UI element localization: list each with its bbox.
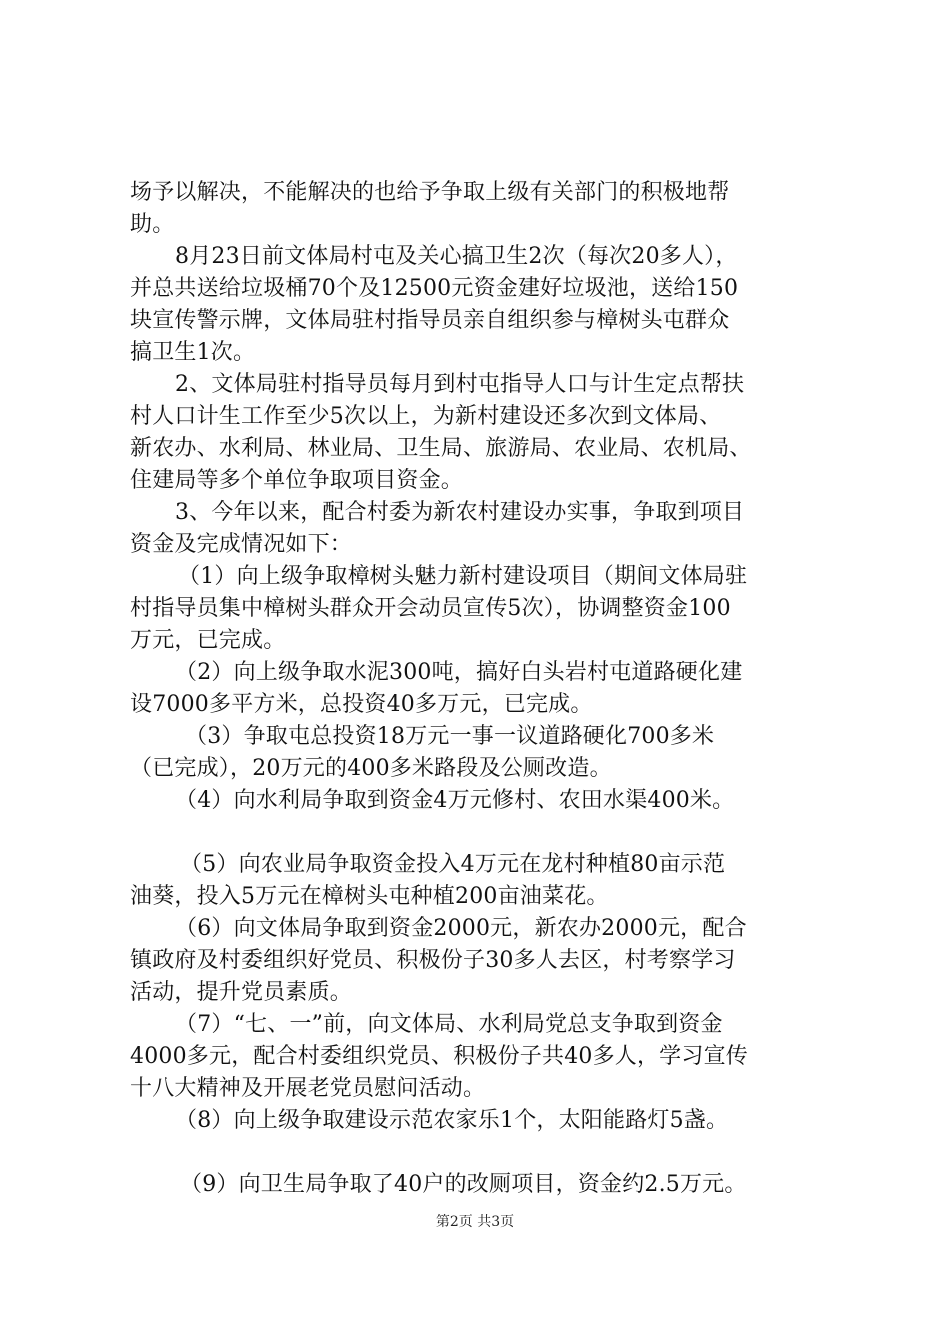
text-line: 设7000多平方米，总投资40多万元，已完成。 — [130, 692, 593, 717]
text-line: 资金及完成情况如下： — [130, 532, 353, 557]
text-line: （5）向农业局争取资金投入4万元在龙村种植80亩示范 — [180, 852, 726, 877]
text-line: （已完成），20万元的400多米路段及公厕改造。 — [130, 756, 612, 781]
text-line: （3）争取屯总投资18万元一事一议道路硬化700多米 — [185, 724, 715, 749]
text-line: 助。 — [130, 212, 175, 237]
text-line: 并总共送给垃圾桶70个及12500元资金建好垃圾池，送给150 — [130, 276, 739, 301]
text-line: 镇政府及村委组织好党员、积极份子30多人去区，村考察学习 — [130, 948, 736, 973]
text-line: 场予以解决，不能解决的也给予争取上级有关部门的积极地帮 — [130, 180, 730, 205]
text-line: （8）向上级争取建设示范农家乐1个，太阳能路灯5盏。 — [175, 1108, 729, 1133]
text-line: 8月23日前文体局村屯及关心搞卫生2次（每次20多人）， — [175, 244, 738, 269]
text-line: 油葵，投入5万元在樟树头屯种植200亩油菜花。 — [130, 884, 609, 909]
text-line: 3、今年以来，配合村委为新农村建设办实事，争取到项目 — [175, 500, 745, 525]
text-line: 2、文体局驻村指导员每月到村屯指导人口与计生定点帮扶 — [175, 372, 745, 397]
text-line: 住建局等多个单位争取项目资金。 — [130, 468, 464, 493]
text-line: （1）向上级争取樟树头魅力新村建设项目（期间文体局驻 — [178, 564, 748, 589]
text-line: （4）向水利局争取到资金4万元修村、农田水渠400米。 — [175, 788, 735, 813]
text-line: （7）“七、一”前，向文体局、水利局党总支争取到资金 — [175, 1012, 723, 1037]
text-line: 新农办、水利局、林业局、卫生局、旅游局、农业局、农机局、 — [130, 436, 752, 461]
text-line: （9）向卫生局争取了40户的改厕项目，资金约2.5万元。 — [180, 1172, 747, 1197]
text-line: 活动，提升党员素质。 — [130, 980, 353, 1005]
text-line: 搞卫生1次。 — [130, 340, 256, 365]
page-footer: 第2页 共3页 — [435, 1214, 515, 1230]
text-line: 万元，已完成。 — [130, 628, 286, 653]
text-line: （2）向上级争取水泥300吨，搞好白头岩村屯道路硬化建 — [175, 660, 743, 685]
text-line: 块宣传警示牌，文体局驻村指导员亲自组织参与樟树头屯群众 — [130, 308, 730, 333]
text-line: 十八大精神及开展老党员慰问活动。 — [130, 1076, 486, 1101]
text-line: 4000多元，配合村委组织党员、积极份子共40多人，学习宣传 — [130, 1044, 748, 1069]
text-line: 村指导员集中樟树头群众开会动员宣传5次），协调整资金100 — [130, 596, 731, 621]
text-line: 村人口计生工作至少5次以上，为新村建设还多次到文体局、 — [130, 404, 722, 429]
text-line: （6）向文体局争取到资金2000元，新农办2000元，配合 — [175, 916, 747, 941]
